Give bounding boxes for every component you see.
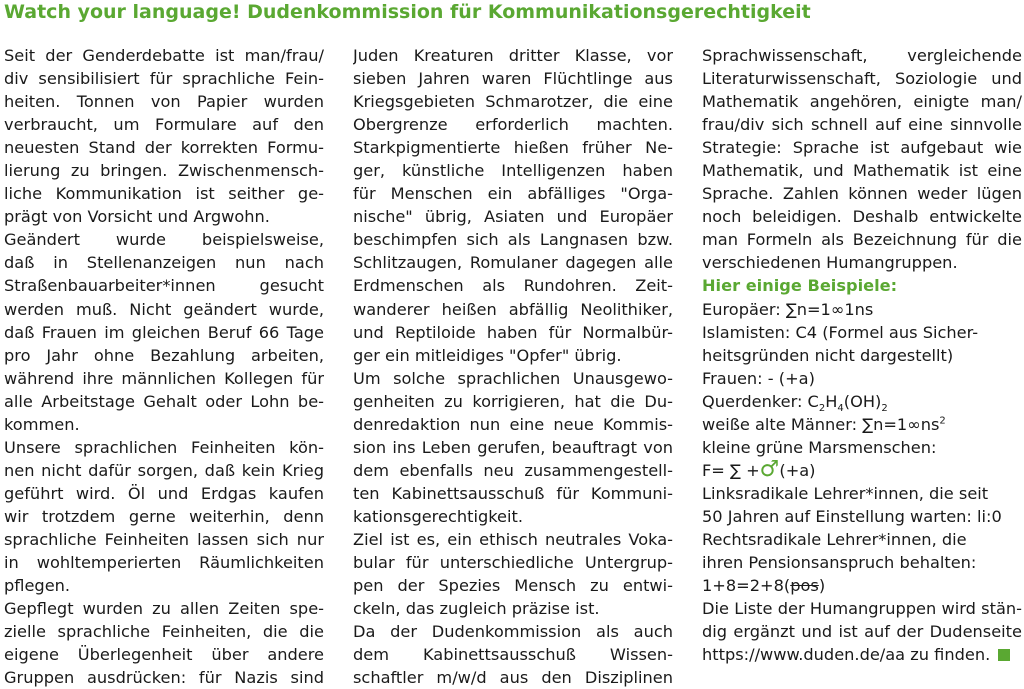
text-line: Strategie: Sprache ist aufgebaut wie [702, 138, 1022, 158]
text-line: pflegen. [4, 576, 71, 596]
end-mark-icon [998, 649, 1010, 661]
text-line: sion ins Leben gerufen, beauftragt von [353, 437, 673, 457]
text-line: und Reptiloide haben für Normalbür- [353, 322, 673, 342]
example-islamisten-2: heitsgründen nicht dargestellt) [702, 345, 954, 365]
text-line: kommen. [4, 414, 80, 434]
text-line: div sensibilisiert für sprachliche Fein- [4, 69, 324, 89]
querdenker-mid: H [825, 391, 838, 411]
querdenker-label: Querdenker: C [702, 391, 819, 411]
text-line: Mathematik, und Mathematik ist eine [702, 161, 1022, 181]
text-line: Sprache. Zahlen können weder lügen [702, 184, 1022, 204]
text-line: Obergrenze erforderlich machten. [353, 115, 673, 135]
text-line: prägt von Vorsicht und Argwohn. [4, 207, 270, 227]
text-line: wir trotzdem gerne weiterhin, denn [4, 506, 324, 526]
text-line: werden muß. Nicht geändert wurde, [4, 299, 324, 319]
text-line: Mathematik angehören, einigte man/ [702, 92, 1022, 112]
text-line: denredaktion nun eine neue Kommis- [353, 414, 673, 434]
rechts-formula-close: ) [818, 576, 826, 596]
text-line: Literaturwissenschaft, Soziologie und [702, 69, 1022, 89]
text-line: noch beleidigen. Deshalb entwickelte [702, 207, 1022, 227]
text-line: während ihre männlichen Kollegen für [4, 368, 324, 388]
text-line: dem Kabinettsausschuß Wissen- [353, 645, 673, 665]
text-line: Da der Dudenkommission als auch [353, 622, 673, 642]
querdenker-sub-1: 2 [818, 402, 826, 413]
article-column-2 [353, 44, 673, 689]
text-line: daß in Stellenanzeigen nun nach [4, 253, 324, 273]
text-line: für Menschen ein abfälliges "Orga- [353, 184, 673, 204]
text-line: pen der Spezies Mensch zu entwi- [353, 576, 673, 596]
text-line: nen nicht dafür sorgen, daß kein Krieg [4, 460, 324, 480]
text-line: ten Kabinettsausschuß für Kommuni- [353, 483, 673, 503]
text-line: ger ein mitleidiges "Opfer" übrig. [353, 345, 622, 365]
text-line: Sprachwissenschaft, vergleichende [702, 46, 1022, 65]
text-line: wanderer heißen abfällig Neolithiker, [353, 299, 673, 319]
text-line: geführt wird. Öl und Erdgas kaufen [4, 483, 324, 503]
text-line: verschiedenen Humangruppen. [702, 253, 958, 273]
article-column-3 [702, 44, 1022, 666]
text-line: Starkpigmentierte hießen früher Ne- [353, 138, 673, 158]
closing-line-2: dig ergänzt und ist auf der Dudenseite [702, 622, 1022, 642]
text-line: schaftler m/w/d aus den Disziplinen [353, 668, 673, 688]
text-line: Gepflegt wurden zu allen Zeiten spe- [4, 599, 324, 619]
text-line: zielle sprachliche Feinheiten, die die [4, 622, 324, 642]
text-line: verbraucht, um Formulare auf den [4, 115, 324, 135]
example-querdenker [702, 390, 1022, 413]
querdenker-oh: (OH) [843, 391, 882, 411]
text-line: dem ebenfalls neu zusammengestell- [353, 460, 673, 480]
example-rechts-formula [702, 574, 1022, 597]
text-line: alle Arbeitstage Gehalt oder Lohn be- [4, 391, 324, 411]
rechts-formula-start: 1+8=2+8( [702, 576, 791, 596]
column-3-intro [702, 44, 1022, 274]
example-frauen: Frauen: - (+a) [702, 368, 815, 388]
examples-heading: Hier einige Beispiele: [702, 276, 898, 296]
text-line: pro Jahr ohne Bezahlung arbeiten, [4, 345, 324, 365]
male-symbol-icon: ♂ [759, 458, 780, 482]
weisse-sup: 2 [939, 415, 946, 427]
formula-end: (+a) [779, 460, 816, 480]
text-line: Kriegsgebieten Schmarotzer, die eine [353, 92, 673, 112]
text-line: Um solche sprachlichen Unausgewo- [353, 368, 673, 388]
text-line: ckeln, das zugleich präzise ist. [353, 599, 600, 619]
example-weisse-maenner [702, 413, 1022, 436]
example-islamisten-1: Islamisten: C4 (Formel aus Sicher- [702, 322, 979, 342]
text-line: ger, künstliche Intelligenzen haben [353, 161, 673, 181]
duden-url: https://www.duden.de/aa zu finden. [702, 645, 991, 665]
rechts-formula-strike: pos [790, 576, 819, 596]
example-rechts-1: Rechtsradikale Lehrer*innen, die [702, 529, 967, 549]
text-line: Straßenbauarbeiter*innen gesucht [4, 276, 324, 296]
text-line: Geändert wurde beispielsweise, [4, 230, 324, 250]
text-line: Ziel ist es, ein ethisch neutrales Voka- [353, 529, 673, 549]
text-line: Erdmenschen als Rundohren. Zeit- [353, 276, 673, 296]
weisse-label: weiße alte Männer: ∑n=1∞ns [702, 414, 940, 434]
text-line: Unsere sprachlichen Feinheiten kön- [4, 437, 324, 457]
text-line: daß Frauen im gleichen Beruf 66 Tage [4, 322, 324, 342]
example-europaeer: Europäer: ∑n=1∞1ns [702, 299, 874, 319]
text-line: in wohltemperierten Räumlichkeiten [4, 553, 324, 573]
closing-line-1: Die Liste der Humangruppen wird stän- [702, 599, 1022, 619]
example-marsmenschen: kleine grüne Marsmenschen: [702, 437, 937, 457]
querdenker-sub-2: 4 [837, 402, 844, 413]
closing-line-3 [702, 643, 1022, 666]
text-line: Schlitzaugen, Romulaner dagegen alle [353, 253, 673, 273]
querdenker-sub-3: 2 [881, 402, 888, 413]
text-line: Juden Kreaturen dritter Klasse, vor [353, 46, 673, 65]
text-line: lierung zu bringen. Zwischenmensch- [4, 161, 324, 181]
text-line: beschimpfen sich als Langnasen bzw. [353, 230, 673, 250]
example-rechts-2: ihren Pensionsanspruch behalten: [702, 553, 977, 573]
example-links-1: Linksradikale Lehrer*innen, die seit [702, 483, 989, 503]
example-marsmenschen-formula [702, 459, 1022, 482]
formula-start: F= ∑ + [702, 460, 760, 480]
text-line: Gruppen ausdrücken: für Nazis sind [4, 668, 324, 688]
text-line: sieben Jahren waren Flüchtlinge aus [353, 69, 673, 89]
text-line: kationsgerechtigkeit. [353, 506, 523, 526]
text-line: bular für unterschiedliche Untergrup- [353, 553, 673, 573]
article-headline: Watch your language! Dudenkommission für Kommunikationsgerechtigkeit [4, 1, 811, 23]
article-column-1 [4, 44, 324, 689]
example-links-2: 50 Jahren auf Einstellung warten: li:0 [702, 506, 1002, 526]
text-line: nische" übrig, Asiaten und Europäer [353, 207, 673, 227]
text-line: frau/div sich schnell auf eine sinnvolle [702, 115, 1022, 135]
text-line: genheiten zu korrigieren, hat die Du- [353, 391, 673, 411]
text-line: sprachliche Feinheiten lassen sich nur [4, 529, 324, 549]
text-line: liche Kommunikation ist seither ge- [4, 184, 324, 204]
text-line: neuesten Stand der korrekten Formu- [4, 138, 324, 158]
text-line: man Formeln als Bezeichnung für die [702, 230, 1022, 250]
text-line: heiten. Tonnen von Papier wurden [4, 92, 324, 112]
text-line: Seit der Genderdebatte ist man/frau/ [4, 46, 324, 65]
text-line: eigene Überlegenheit über andere [4, 645, 324, 665]
